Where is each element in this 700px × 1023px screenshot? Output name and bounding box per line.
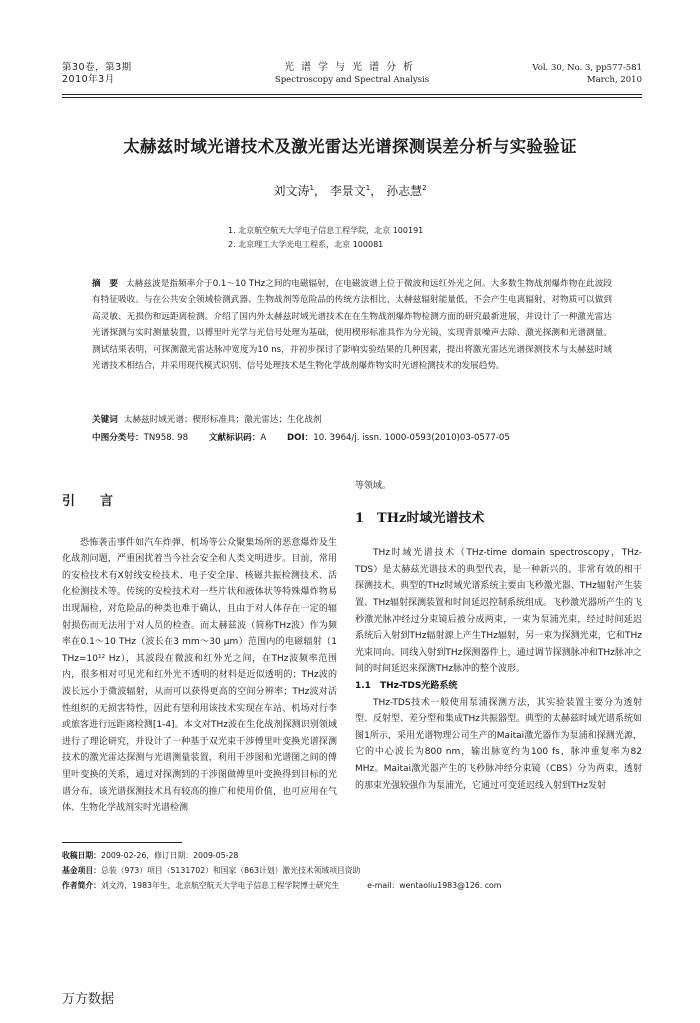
- volume-pages: [532, 62, 642, 86]
- received-text: 2009-02-26，修订日期：2009-05-28: [100, 851, 239, 860]
- affiliations: [228, 224, 423, 252]
- author-affil-mark: 1: [365, 184, 371, 192]
- section1-heading: 1 THz时域光谱技术: [355, 510, 485, 526]
- doi-label: DOI：: [287, 433, 314, 443]
- header-rule-thin: [62, 97, 642, 98]
- abstract-text: 太赫兹波是指频率介于0.1～10 THz之间的电磁辐射，在电磁波谱上位于微波和远红外光之间。大多数生物战剂爆炸物在此波段有特征吸收。与在公共安全领域检测武器、生物战剂等危险品的传统方法相比，太赫兹辐射能量低，不会产生电离辐射，对物质可以做到高灵敏、无损伤和远距离检测。介绍了国内外太赫兹时域光谱技术在在生物战剂爆炸物检测方面的研究最新进展，并设计了一种激光雷达光谱探测与实时测量装置，以傅里叶光学与光信号处理为基础，使用楔形标准具作为分光镜，实现背景噪声去除、激光探测和光谱测量。测试结果表明，可探测激光雷达脉冲宽度为10 ns，并初步探讨了影响实验结果的几种因素，提出将激光雷达光谱探测技术与太赫兹时域光谱技术相结合，并采用现代模式识别、信号处理技术是生物化学战剂爆炸物实时光谱检测技术的发展趋势。: [92, 279, 612, 372]
- date-line-cn: 2010年3月: [62, 74, 115, 85]
- volume-pages-line: Vol. 30, No. 3, pp577-581: [532, 63, 642, 73]
- subsection-heading: 1.1 THz-TDS光路系统: [355, 680, 458, 691]
- volume-line: 第30卷，第3期: [62, 62, 132, 73]
- author-list: 刘文涛$^1$， 李景文$^1$， 孙志慧$^2$: [273, 184, 427, 198]
- affiliation-item: 1. 北京航空航天大学电子信息工程学院，北京 100191: [228, 226, 424, 235]
- watermark: 万方数据: [62, 992, 115, 1007]
- paper-title: 太赫兹时域光谱技术及激光雷达光谱探测误差分析与实验验证: [123, 137, 577, 156]
- intro-heading: 引 言: [62, 494, 120, 509]
- fund-text: 总装（973）项目（5131702）和国家（863计划）激光技术领域项目资助: [100, 866, 361, 875]
- clc-label: 中图分类号：: [92, 433, 144, 443]
- keywords-text: 太赫兹时域光谱；楔形标准具；激光雷达；生化战剂: [123, 415, 322, 425]
- received-label: 收稿日期：: [62, 851, 101, 860]
- left-column: [62, 494, 337, 817]
- classification-line: [92, 430, 612, 446]
- abstract-label: 摘 要: [92, 279, 119, 289]
- footnote-received: [62, 848, 642, 863]
- fund-label: 基金项目：: [62, 866, 101, 875]
- doi-value: 10. 3964/j. issn. 1000-0593(2010)03-0577-05: [313, 433, 510, 443]
- author-affil-mark: 1: [309, 184, 314, 192]
- author-affil-mark: 2: [422, 184, 427, 192]
- section1-paragraph: THz时域光谱技术（THz-time domain spectroscopy，THz-TDS）是太赫兹光谱技术的典型代表，是一种新兴的、非常有效的相干探测技术。典型的THz时域光谱系统主要由飞秒激光器、THz辐射产生装置、THz辐射探测装置和时间延迟控制系统组成。飞秒激光器所产生的飞秒激光脉冲经过分束镜后被分成两束，一束为泵浦光束，经过时间延迟系统后入射到THz辐射源上产生THz辐射，另一束为探测光束，它和THz光束同向、同线入射到THz探测器件上，通过调节探测脉冲和THz脉冲之间的时间延迟来探测THz脉冲的整个波形。: [355, 548, 642, 675]
- clc-value: TN958. 98: [143, 433, 189, 443]
- journal-name-en: Spectroscopy and Spectral Analysis: [274, 75, 430, 85]
- keywords-label: 关键词: [92, 415, 118, 425]
- continued-text: 等领域。: [355, 481, 392, 491]
- footnote-fund: [62, 863, 642, 878]
- footnote-rule: [62, 842, 182, 843]
- header-rule-thick: [62, 94, 642, 95]
- author-name: 李景文: [329, 184, 366, 198]
- bio-label: 作者简介：: [62, 881, 101, 890]
- bio-text: 刘文涛，1983年生，北京航空航天大学电子信息工程学院博士研究生: [100, 881, 340, 890]
- author-name: 孙志慧: [386, 184, 423, 198]
- journal-name-cn: 光谱学与光谱分析: [284, 62, 420, 73]
- doc-code-label: 文献标识码：: [208, 433, 261, 443]
- abstract: [92, 276, 612, 374]
- footnotes: [62, 848, 642, 893]
- author-name: 刘文涛: [273, 184, 310, 198]
- intro-paragraph: 恐怖袭击事件如汽车炸弹、机场等公众聚集场所的恶意爆炸及生化战剂问题，严重困扰着当今社会安全和人类文明进步。目前，常用的安检技术有X射线安检技术、电子安全扉、核磁共振检测技术、活化检测技术等。传统的安检技术对一些片状和液体状等特殊爆炸物易出现漏检，对危险品的种类也难于确认，且由于对人体存在一定的辐射损伤而无法用于对人员的检查。而太赫兹波（简称THz波）作为频率在0.1～10 THz（波长在3 mm～30 μm）范围内的电磁辐射（1 THz=10¹² Hz），其波段在微波和红外光之间，在THz波频率范围内，很多相对可见光和红外光不透明的材料是近似透明的；THz波的波长远小于微波辐射，从而可以获得更高的空间分辨率；THz波对活性组织的无损害特性，因此有望利用该技术实现在车站、机场对行李或旅客进行远距离检测[1-4]。本文对THz波在生化战剂探测识别领域进行了理论研究，并设计了一种基于双光束干涉傅里叶变换光谱探测技术的激光雷达探测与光谱测量装置，利用干涉图和光谱图之间的傅里叶变换的关系，通过对探测到的干涉图做傅里叶变换得到目标的光谱分布，该光谱探测技术具有较高的推广和使用价值，也可应用在气体、生物化学战剂实时光谱检测: [62, 537, 337, 814]
- doc-code-value: A: [260, 433, 267, 443]
- right-column: [355, 478, 642, 794]
- affiliation-item: 2. 北京理工大学光电工程系，北京 100081: [228, 240, 384, 249]
- footnote-bio: [62, 878, 642, 893]
- date-line-en: March, 2010: [586, 75, 642, 85]
- keywords: [92, 412, 612, 428]
- running-header: [62, 62, 642, 92]
- subsection-paragraph: THz-TDS技术一般使用泵浦探测方法，其实验装置主要分为透射型、反射型、差分型和集成THz共振器型。典型的太赫兹时域光谱系统如图1所示，采用光谱物理公司生产的Maitai激光器作为泵浦和探测光源，它的中心波长为800 nm，输出脉宽约为100 fs，脉冲重复率为82 MHz。Maitai激光器产生的飞秒脉冲经分束镜（CBS）分为两束，透射的那束光强较强作为泵浦光，它通过可变延迟线入射到THz发射: [355, 697, 642, 791]
- author-email: e-mail：wentaoliu1983@126. com: [367, 881, 502, 890]
